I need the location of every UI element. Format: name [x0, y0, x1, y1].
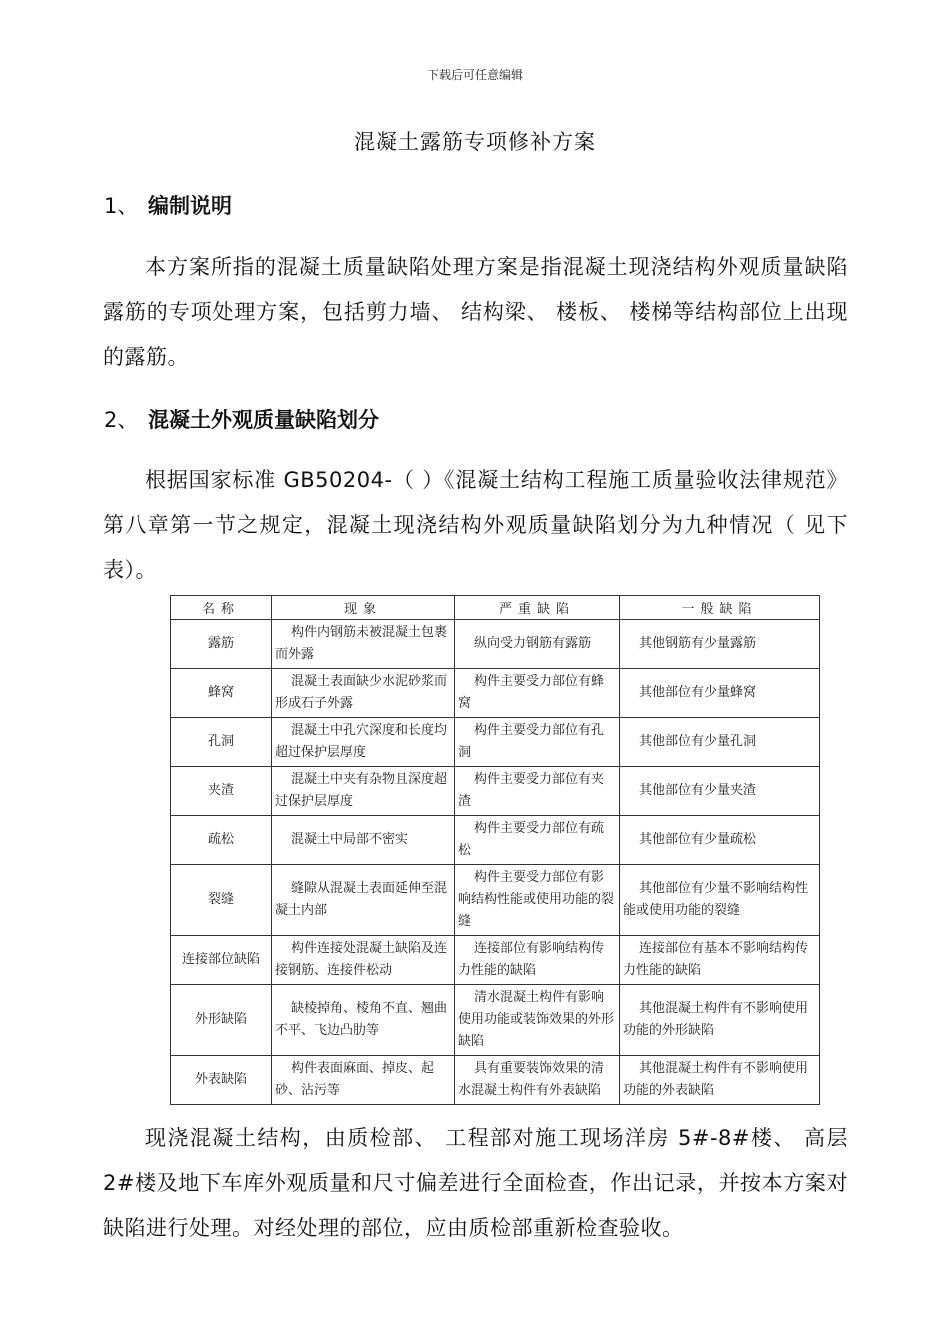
cell-serious: 连接部位有影响结构传力性能的缺陷	[455, 936, 620, 985]
header-note: 下载后可任意编辑	[426, 68, 523, 82]
cell-serious: 清水混凝土构件有影响使用功能或装饰效果的外形缺陷	[455, 985, 620, 1056]
cell-serious: 构件主要受力部位有疏松	[455, 816, 620, 865]
section-1-paragraph: 本方案所指的混凝土质量缺陷处理方案是指混凝土现浇结构外观质量缺陷露筋的专项处理方案，包括剪力墙、 结构梁、 楼板、 楼梯等结构部位上出现的露筋。	[103, 255, 848, 369]
cell-name: 外形缺陷	[171, 985, 272, 1056]
cell-name: 露筋	[171, 620, 272, 669]
cell-name: 夹渣	[171, 767, 272, 816]
cell-general: 其他部位有少量不影响结构性能或使用功能的裂缝	[620, 865, 820, 936]
table-row	[171, 767, 820, 816]
cell-serious: 构件主要受力部位有夹渣	[455, 767, 620, 816]
cell-general: 其他部位有少量夹渣	[620, 767, 820, 816]
cell-serious: 具有重要装饰效果的清水混凝土构件有外表缺陷	[455, 1056, 620, 1105]
header-name: 名称	[171, 596, 272, 620]
document-title: 混凝土露筋专项修补方案	[354, 130, 596, 154]
cell-general: 其他混凝土构件有不影响使用功能的外形缺陷	[620, 985, 820, 1056]
cell-name: 孔洞	[171, 718, 272, 767]
section-1-number: 1、	[104, 194, 139, 218]
cell-serious: 构件主要受力部位有蜂窝	[455, 669, 620, 718]
cell-phenomenon: 缺棱掉角、棱角不直、翘曲不平、飞边凸肋等	[272, 985, 455, 1056]
cell-phenomenon: 构件连接处混凝土缺陷及连接钢筋、连接件松动	[272, 936, 455, 985]
table-row	[171, 620, 820, 669]
cell-general: 其他钢筋有少量露筋	[620, 620, 820, 669]
table-row	[171, 816, 820, 865]
cell-phenomenon: 混凝土中孔穴深度和长度均超过保护层厚度	[272, 718, 455, 767]
cell-phenomenon: 混凝土中局部不密实	[272, 816, 455, 865]
cell-phenomenon: 混凝土中夹有杂物且深度超过保护层厚度	[272, 767, 455, 816]
table-row	[171, 718, 820, 767]
cell-serious: 构件主要受力部位有孔洞	[455, 718, 620, 767]
cell-phenomenon: 缝隙从混凝土表面延伸至混凝土内部	[272, 865, 455, 936]
cell-phenomenon: 混凝土表面缺少水泥砂浆而形成石子外露	[272, 669, 455, 718]
cell-phenomenon: 构件内钢筋未被混凝土包裹而外露	[272, 620, 455, 669]
cell-name: 蜂窝	[171, 669, 272, 718]
section-1-heading	[104, 190, 232, 220]
cell-general: 连接部位有基本不影响结构传力性能的缺陷	[620, 936, 820, 985]
table-row	[171, 985, 820, 1056]
table-row	[171, 669, 820, 718]
cell-name: 连接部位缺陷	[171, 936, 272, 985]
cell-general: 其他部位有少量孔洞	[620, 718, 820, 767]
header-general-defect: 一般缺陷	[620, 596, 820, 620]
cell-name: 外表缺陷	[171, 1056, 272, 1105]
section-1-title: 编制说明	[148, 194, 232, 218]
table-row	[171, 936, 820, 985]
cell-general: 其他部位有少量疏松	[620, 816, 820, 865]
section-2-paragraph: 根据国家标准 GB50204-（ ）《混凝土结构工程施工质量验收法律规范》第八章第一节之规定，混凝土现浇结构外观质量缺陷划分为九种情况（ 见下表）。	[103, 468, 848, 582]
cell-name: 疏松	[171, 816, 272, 865]
section-2-heading	[104, 404, 379, 434]
table-row	[171, 865, 820, 936]
table-header-row	[171, 596, 820, 620]
defect-classification-table	[170, 595, 820, 1105]
table-row	[171, 1056, 820, 1105]
cell-name: 裂缝	[171, 865, 272, 936]
closing-paragraph: 现浇混凝土结构，由质检部、 工程部对施工现场洋房 5#-8#楼、 高层 2#楼及地下车库外观质量和尺寸偏差进行全面检查，作出记录，并按本方案对缺陷进行处理。对经处理的部位，应由质检部重新检查验收。	[103, 1126, 848, 1240]
cell-general: 其他部位有少量蜂窝	[620, 669, 820, 718]
section-2-number: 2、	[104, 408, 139, 432]
header-phenomenon: 现象	[272, 596, 455, 620]
cell-serious: 纵向受力钢筋有露筋	[455, 620, 620, 669]
cell-phenomenon: 构件表面麻面、掉皮、起砂、沾污等	[272, 1056, 455, 1105]
section-2-title: 混凝土外观质量缺陷划分	[148, 408, 379, 432]
cell-serious: 构件主要受力部位有影响结构性能或使用功能的裂缝	[455, 865, 620, 936]
header-serious-defect: 严重缺陷	[455, 596, 620, 620]
cell-general: 其他混凝土构件有不影响使用功能的外表缺陷	[620, 1056, 820, 1105]
